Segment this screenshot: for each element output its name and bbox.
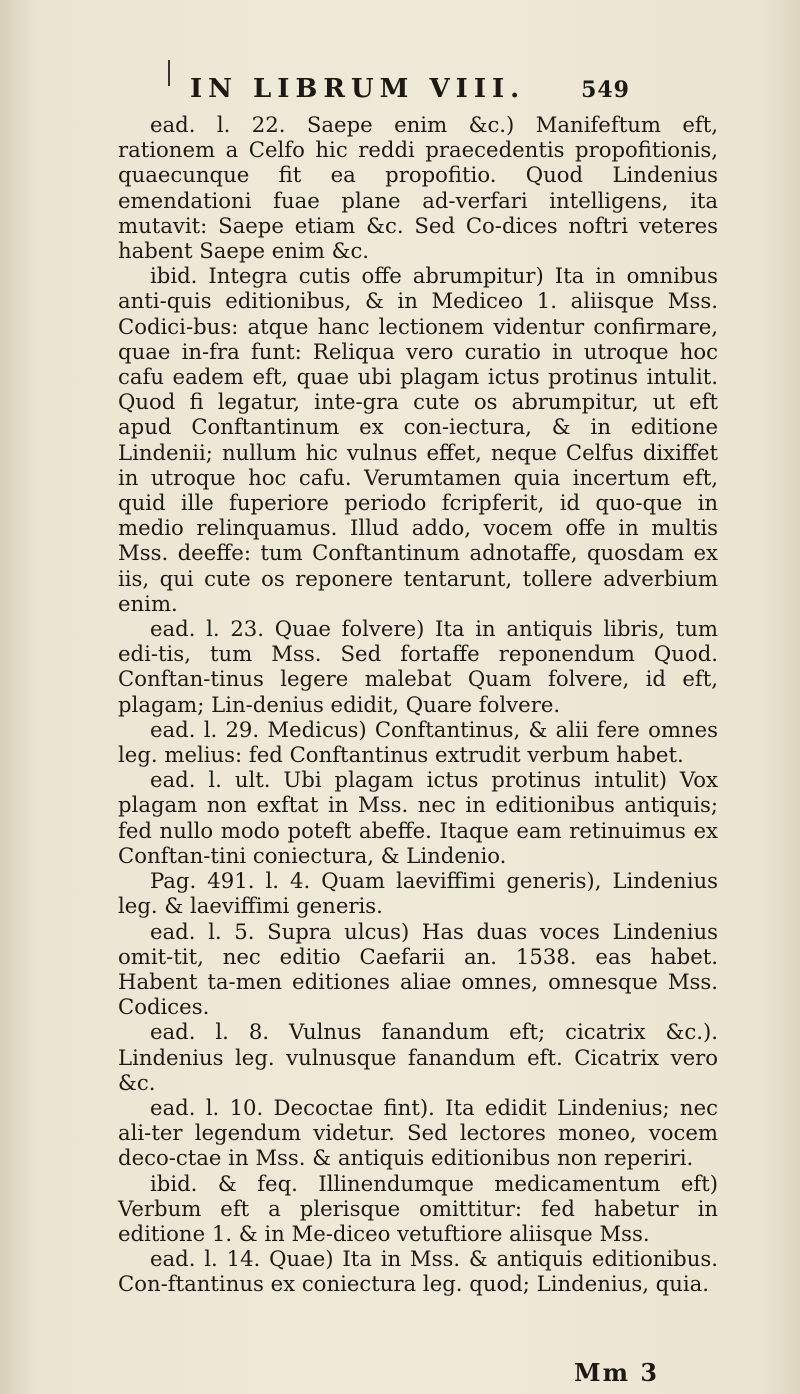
margin-mark <box>168 60 170 86</box>
note-paragraph: ead. l. 23. Quae folvere) Ita in antiquis libris, tum edi-tis, tum Mss. Sed fortaffe reponendum Quod. Conftan-tinus legere malebat Quam folvere, id eft, plagam; Lin-denius edidit, Quare folvere. <box>118 616 718 717</box>
running-title: IN LIBRUM VIII. <box>190 74 526 104</box>
note-paragraph: ead. l. 10. Decoctae fint). Ita edidit Lindenius; nec ali-ter legendum videtur. Sed lectores moneo, vocem deco-ctae in Mss. & antiquis editionibus non reperiri. <box>118 1094 718 1171</box>
note-paragraph: ead. l. 5. Supra ulcus) Has duas voces Lindenius omit-tit, nec editio Caefarii an. 1538. eas habet. Habent ta-men editiones aliae omnes, omnesque Mss. Codices. <box>118 918 718 1020</box>
note-paragraph: Pag. 491. l. 4. Quam laeviffimi generis), Lindenius leg. & laeviffimi generis. <box>118 868 718 919</box>
page-number: 549 <box>581 77 630 103</box>
note-paragraph: ead. l. 22. Saepe enim &c.) Manifeftum eft, rationem a Celfo hic reddi praecedentis propofitionis, quaecunque fit ea propofitio. Quod Lindenius emendationi fuae plane ad-verfari intelligens, ita mutavit: Saepe etiam &c. Sed Co-dices noftri veteres habent Saepe enim &c. <box>118 112 718 264</box>
note-paragraph: ibid. Integra cutis offe abrumpitur) Ita in omnibus anti-quis editionibus, & in Mediceo 1. aliisque Mss. Codici-bus: atque hanc lectionem videntur confirmare, quae in-fra funt: Reliqua vero curatio in utroque hoc cafu eadem eft, quae ubi plagam ictus protinus intulit. Quod fi legatur, inte-gra cute os abrumpitur, ut eft apud Conftantinum ex con-iectura, & in editione Lindenii; nullum hic vulnus effet, neque Celfus dixiffet in utroque hoc cafu. Verumtamen quia incertum eft, quid ille fuperiore periodo fcripferit, id quo-que in medio relinquamus. Illud addo, vocem offe in multis Mss. deeffe: tum Conftantinum adnotaffe, quosdam ex iis, qui cute os reponere tentarunt, tollere adverbium enim. <box>118 263 718 616</box>
commentary-text <box>118 112 718 1297</box>
note-paragraph: ead. l. 14. Quae) Ita in Mss. & antiquis editionibus. Con-ftantinus ex coniectura leg. quod; Lindenius, quia. <box>118 1246 718 1297</box>
note-paragraph: ead. l. ult. Ubi plagam ictus protinus intulit) Vox plagam non exftat in Mss. nec in editionibus antiquis; fed nullo modo poteft abeffe. Itaque eam retinuimus ex Conftan-tini coniectura, & Lindenio. <box>118 767 718 868</box>
page-header <box>190 74 630 114</box>
signature-mark: Mm 3 <box>574 1358 660 1387</box>
note-paragraph: ead. l. 8. Vulnus fanandum eft; cicatrix &c.). Lindenius leg. vulnusque fanandum eft. Cicatrix vero &c. <box>118 1019 718 1095</box>
note-paragraph: ibid. & feq. Illinendumque medicamentum eft) Verbum eft a plerisque omittitur: fed habetur in editione 1. & in Me-diceo vetuftiore aliisque Mss. <box>118 1170 718 1246</box>
note-paragraph: ead. l. 29. Medicus) Conftantinus, & alii fere omnes leg. melius: fed Conftantinus extrudit verbum habet. <box>118 716 718 768</box>
